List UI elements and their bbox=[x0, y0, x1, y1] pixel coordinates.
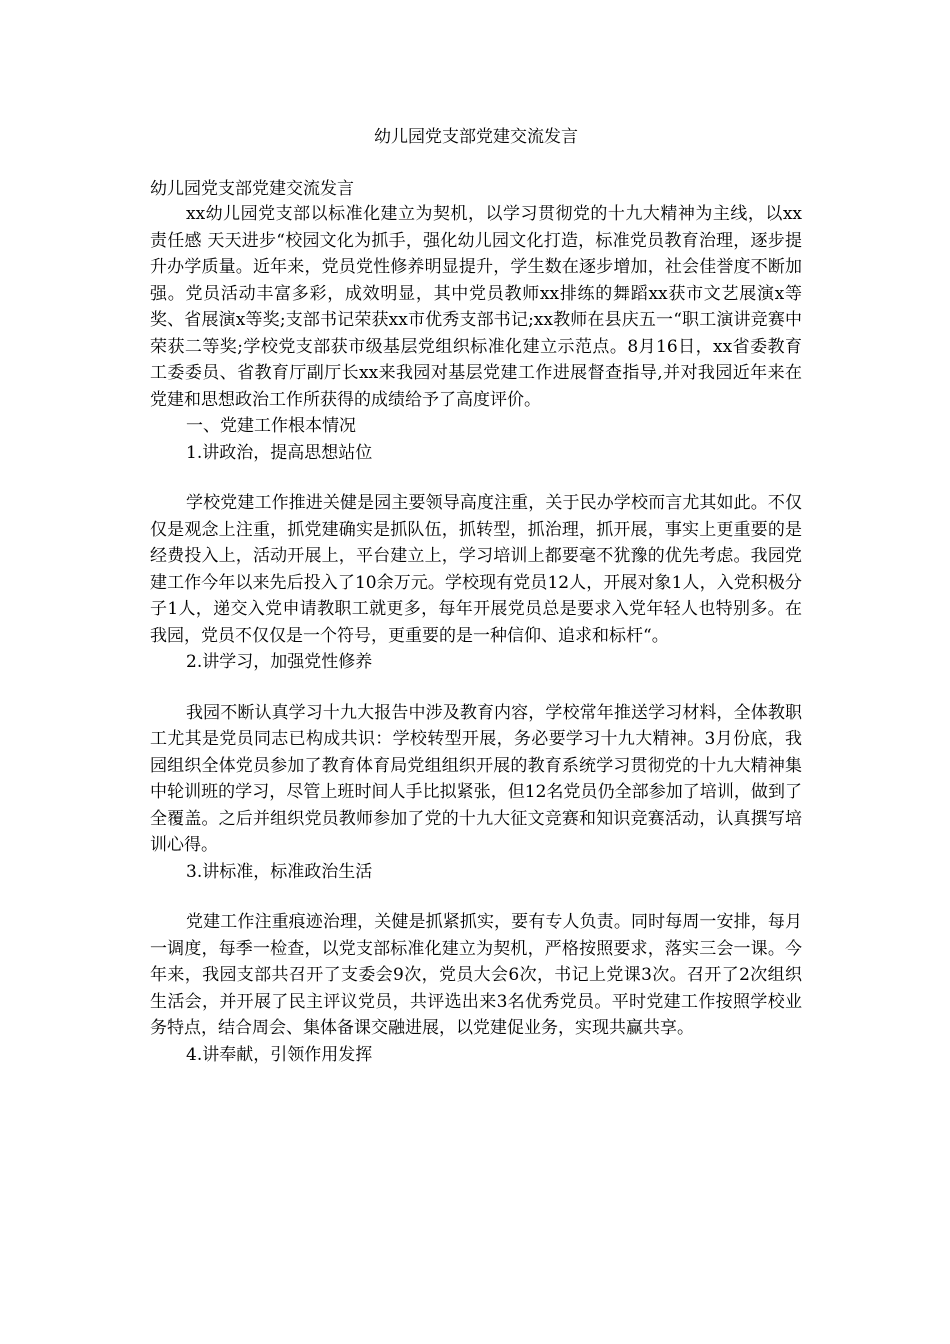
item-paragraph-2: 我园不断认真学习十九大报告中涉及教育内容，学校常年推送学习材料，全体教职工尤其是党员同志已构成共识：学校转型开展，务必要学习十九大精神。3月份底，我园组织全体党员参加了教育体育局党组组织开展的教育系统学习贯彻党的十九大精神集中轮训班的学习，尽管上班时间人手比拟紧张，但12名党员仍全部参加了培训，做到了全覆盖。之后并组织党员教师参加了党的十九大征文竞赛和知识竞赛活动，认真撰写培训心得。 bbox=[150, 702, 802, 855]
intro-paragraph: xx幼儿园党支部以标准化建立为契机，以学习贯彻党的十九大精神为主线，以xx责任感 天天进步“校园文化为抓手，强化幼儿园文化打造，标准党员教育治理，逐步提升办学质量。近年来，党员党性修养明显提升，学生数在逐步增加，社会佳誉度不断加强。党员活动丰富多彩，成效明显，其中党员教师xx排练的舞蹈xx获市文艺展演x等奖、省展演x等奖;支部书记荣获xx市优秀支部书记;xx教师在县庆五一“职工演讲竞赛中荣获二等奖;学校党支部获市级基层党组织标准化建立示范点。8月16日，xx省委教育工委委员、省教育厅副厅长xx来我园对基层党建工作进展督查指导,并对我园近年来在党建和思想政治工作所获得的成绩给予了高度评价。 bbox=[150, 204, 802, 410]
item-paragraph-1: 学校党建工作推进关健是园主要领导高度注重，关于民办学校而言尤其如此。不仅仅是观念上注重，抓党建确实是抓队伍，抓转型，抓治理，抓开展，事实上更重要的是经费投入上，活动开展上，平台建立上，学习培训上都要毫不犹豫的优先考虑。我园党建工作今年以来先后投入了10余万元。学校现有党员12人，开展对象1人，入党积极分子1人，递交入党申请教职工就更多，每年开展党员总是要求入党年轻人也特别多。在我园，党员不仅仅是一个符号，更重要的是一种信仰、追求和标杆“。 bbox=[150, 493, 802, 646]
document-page bbox=[150, 125, 802, 1068]
document-title: 幼儿园党支部党建交流发言 bbox=[374, 127, 578, 147]
item-heading-3: 3.讲标准，标准政治生活 bbox=[186, 861, 373, 882]
document-subtitle: 幼儿园党支部党建交流发言 bbox=[150, 179, 354, 199]
item-heading-2: 2.讲学习，加强党性修养 bbox=[186, 652, 373, 672]
item-paragraph-3: 党建工作注重痕迹治理，关健是抓紧抓实，要有专人负责。同时每周一安排，每月一调度，每季一检查，以党支部标准化建立为契机，严格按照要求，落实三会一课。今年来，我园支部共召开了支委会9次，党员大会6次，书记上党课3次。召开了2次组织生活会，并开展了民主评议党员，共评选出来3名优秀党员。平时党建工作按照学校业务特点，结合周会、集体备课交融进展，以党建促业务，实现共赢共享。 bbox=[150, 912, 802, 1038]
item-heading-4: 4.讲奉献，引领作用发挥 bbox=[186, 1044, 373, 1065]
section-heading-1: 一、党建工作根本情况 bbox=[186, 416, 356, 436]
item-heading-1: 1.讲政治，提高思想站位 bbox=[186, 442, 373, 463]
